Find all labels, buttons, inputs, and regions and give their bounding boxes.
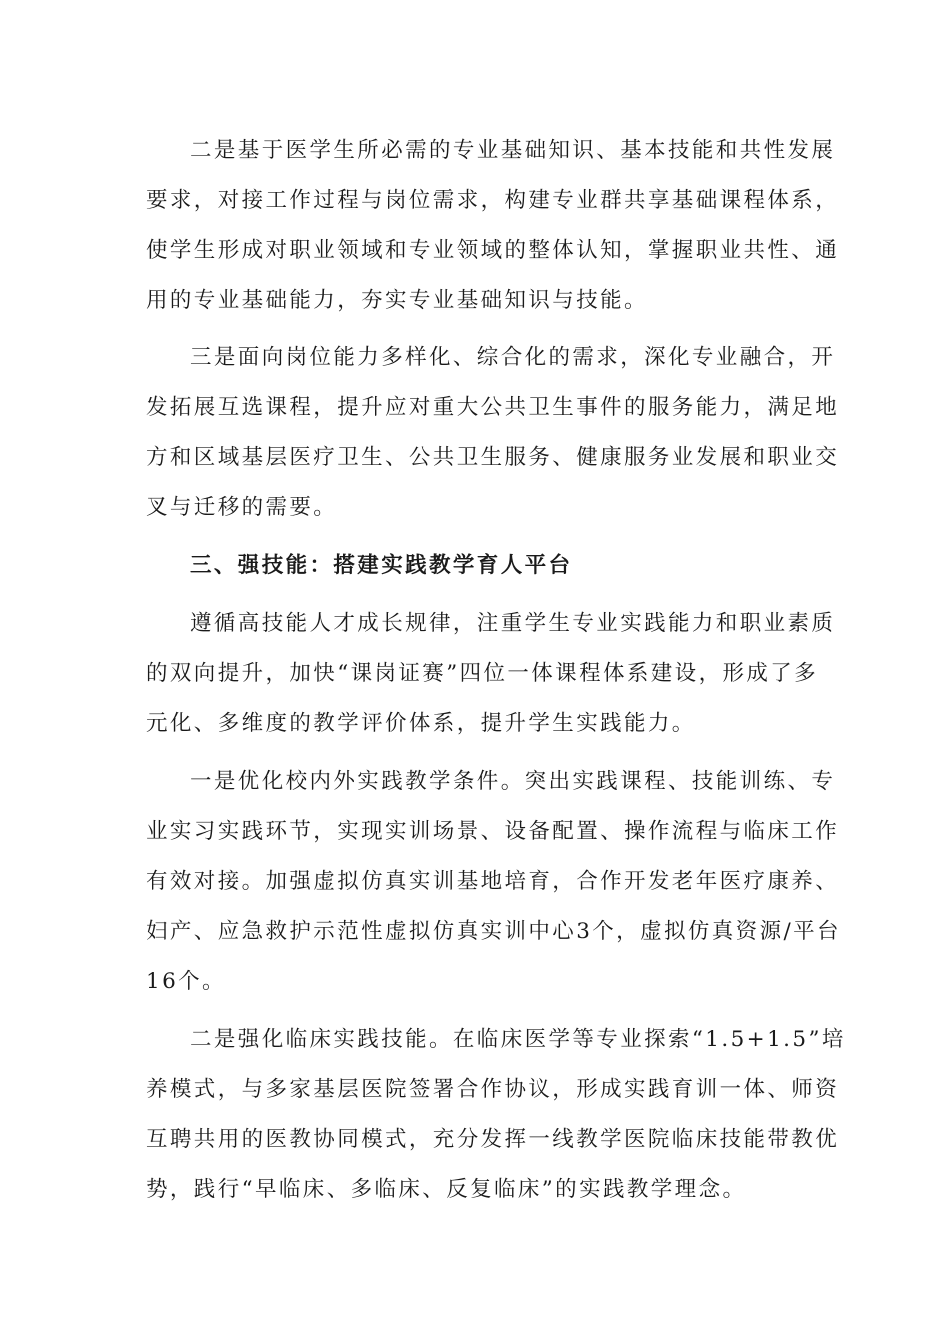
paragraph-4-line-3: 有效对接。加强虚拟仿真实训基地培育，合作开发老年医疗康养、 xyxy=(146,869,840,894)
paragraph-4-line-1: 一是优化校内外实践教学条件。突出实践课程、技能训练、专 xyxy=(190,769,836,794)
paragraph-2-line-1: 三是面向岗位能力多样化、综合化的需求，深化专业融合，开 xyxy=(190,345,836,370)
paragraph-2-line-3: 方和区域基层医疗卫生、公共卫生服务、健康服务业发展和职业交 xyxy=(146,445,840,470)
paragraph-2-line-4: 叉与迁移的需要。 xyxy=(146,495,338,520)
paragraph-1-line-2: 要求，对接工作过程与岗位需求，构建专业群共享基础课程体系， xyxy=(146,188,840,213)
paragraph-5-line-1: 二是强化临床实践技能。在临床医学等专业探索“1.5+1.5”培 xyxy=(190,1027,846,1052)
section-heading: 三、强技能：搭建实践教学育人平台 xyxy=(190,553,573,578)
paragraph-1-line-1: 二是基于医学生所必需的专业基础知识、基本技能和共性发展 xyxy=(190,138,836,163)
paragraph-1-line-4: 用的专业基础能力，夯实专业基础知识与技能。 xyxy=(146,288,648,313)
paragraph-2-line-2: 发拓展互选课程，提升应对重大公共卫生事件的服务能力，满足地 xyxy=(146,395,840,420)
paragraph-4-line-2: 业实习实践环节，实现实训场景、设备配置、操作流程与临床工作 xyxy=(146,819,840,844)
paragraph-4-line-5: 16个。 xyxy=(146,969,226,994)
paragraph-4-line-4: 妇产、应急救护示范性虚拟仿真实训中心3个，虚拟仿真资源/平台 xyxy=(146,919,841,944)
paragraph-5-line-4: 势，践行“早临床、多临床、反复临床”的实践教学理念。 xyxy=(146,1177,747,1202)
paragraph-5-line-3: 互聘共用的医教协同模式，充分发挥一线教学医院临床技能带教优 xyxy=(146,1127,840,1152)
paragraph-3-line-2: 的双向提升，加快“课岗证赛”四位一体课程体系建设，形成了多 xyxy=(146,661,819,686)
paragraph-3-line-1: 遵循高技能人才成长规律，注重学生专业实践能力和职业素质 xyxy=(190,611,836,636)
paragraph-1-line-3: 使学生形成对职业领域和专业领域的整体认知，掌握职业共性、通 xyxy=(146,238,840,263)
paragraph-5-line-2: 养模式，与多家基层医院签署合作协议，形成实践育训一体、师资 xyxy=(146,1077,840,1102)
paragraph-3-line-3: 元化、多维度的教学评价体系，提升学生实践能力。 xyxy=(146,711,696,736)
